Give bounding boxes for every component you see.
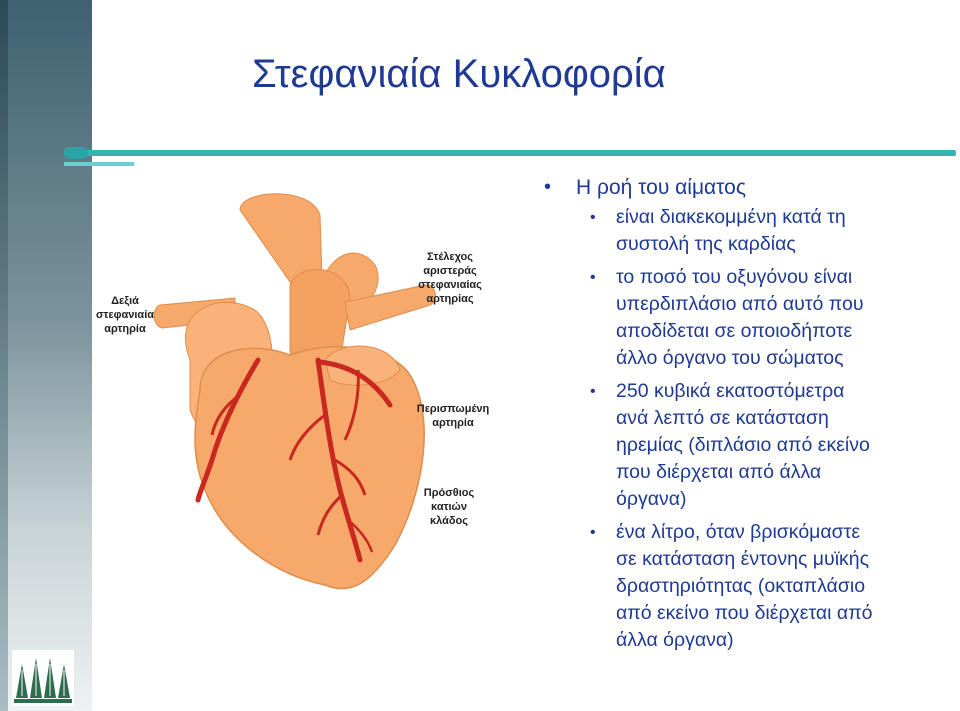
item-1-line-1: είναι διακεκομμένη κατά τη	[616, 206, 846, 228]
slide-title: Στεφανιαία Κυκλοφορία	[252, 52, 666, 96]
content-heading-text: Η ροή του αίματος	[576, 176, 746, 199]
label-left-stem-line4: αρτηρίας	[426, 293, 474, 305]
item-4-line-5: άλλα όργανα)	[616, 629, 734, 651]
list-bullet: •	[590, 383, 596, 400]
item-2-line-3: αποδίδεται σε οποιοδήποτε	[616, 320, 853, 342]
title-rule-knob	[64, 147, 88, 159]
label-left-stem-line2: αριστεράς	[423, 265, 477, 277]
left-band-edge	[0, 0, 8, 711]
item-2-line-1: το ποσό του οξυγόνου είναι	[616, 266, 853, 288]
heart-illustration	[90, 190, 510, 610]
label-anterior-descending	[414, 486, 484, 528]
list-item	[540, 519, 950, 654]
content-heading	[540, 176, 950, 200]
list-bullet: •	[590, 269, 596, 286]
item-2-line-2: υπερδιπλάσιο από αυτό που	[616, 293, 864, 315]
item-4-line-2: σε κατάσταση έντονης μυϊκής	[616, 548, 870, 570]
label-anterior-line3: κλάδος	[430, 515, 468, 527]
label-left-stem	[410, 250, 490, 306]
list-item	[540, 204, 950, 258]
university-logo	[12, 650, 74, 706]
label-anterior-line2: κατιών	[431, 501, 467, 513]
item-3-line-1: 250 κυβικά εκατοστόμετρα	[616, 380, 845, 402]
item-3-line-3: ηρεμίας (διπλάσιο από εκείνο	[616, 434, 870, 456]
list-bullet: •	[590, 524, 596, 541]
list-item	[540, 264, 950, 372]
item-3-line-4: που διέρχεται από άλλα	[616, 461, 822, 483]
heart-body	[195, 347, 424, 589]
content-panel	[540, 176, 950, 660]
item-4-line-3: δραστηριότητας (οκταπλάσιο	[616, 575, 866, 597]
label-circumflex	[408, 402, 498, 430]
label-anterior-line1: Πρόσθιος	[423, 487, 475, 499]
label-left-stem-line1: Στέλεχος	[427, 251, 473, 263]
item-3-line-5: όργανα)	[616, 488, 687, 510]
label-circumflex-line1: Περισπωμένη	[416, 403, 490, 415]
label-right-coronary	[90, 294, 160, 336]
list-bullet: •	[590, 209, 596, 226]
item-4-line-1: ένα λίτρο, όταν βρισκόμαστε	[616, 521, 861, 543]
label-circumflex-line2: αρτηρία	[432, 417, 474, 429]
item-4-line-4: από εκείνο που διέρχεται από	[616, 602, 873, 624]
label-right-coronary-line1: Δεξιά	[111, 295, 139, 307]
title-rule-secondary	[64, 162, 134, 166]
item-3-line-2: ανά λεπτό σε κατάσταση	[616, 407, 829, 429]
left-decor-band	[0, 0, 92, 711]
item-2-line-4: άλλο όργανο του σώματος	[616, 347, 844, 369]
content-list	[540, 204, 950, 654]
item-1-line-2: συστολή της καρδίας	[616, 233, 796, 255]
label-right-coronary-line3: αρτηρία	[104, 323, 146, 335]
label-right-coronary-line2: στεφανιαία	[95, 309, 155, 321]
label-left-stem-line3: στεφανιαίας	[418, 279, 482, 291]
list-item	[540, 378, 950, 513]
heading-bullet: •	[544, 176, 552, 198]
title-rule	[64, 150, 956, 156]
